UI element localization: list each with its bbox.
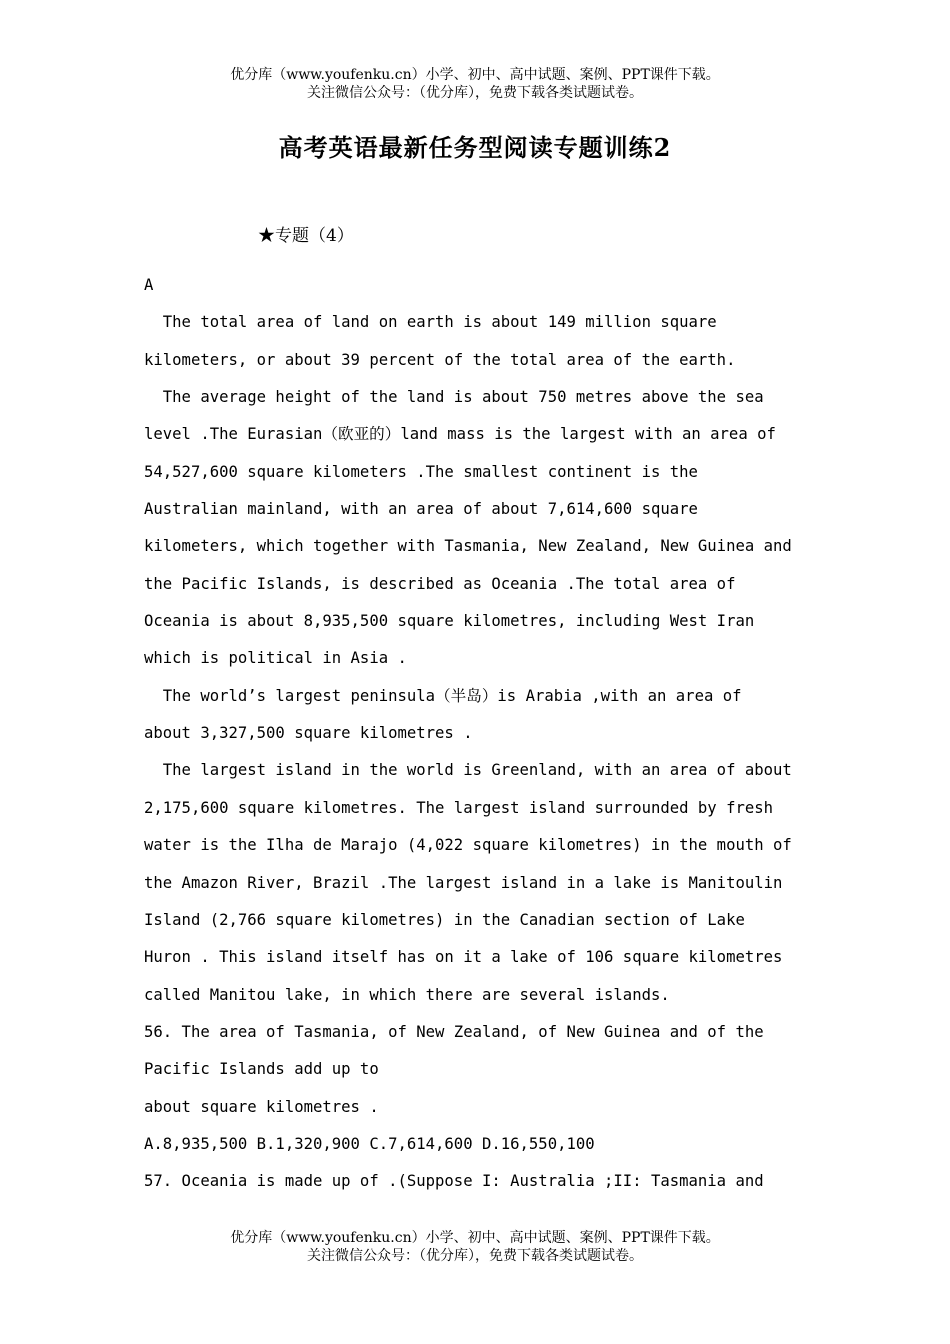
question-57: 57. Oceania is made up of .(Suppose I: Australia ;II: Tasmania and xyxy=(144,1172,764,1191)
text-line: 54,527,600 square kilometers .The smallest continent is the xyxy=(144,462,698,481)
text-line: which is political in Asia . xyxy=(144,649,407,668)
text-line: Oceania is about 8,935,500 square kilometres, including West Iran xyxy=(144,612,755,631)
text-line: level .The Eurasian（欧亚的）land mass is the largest with an area of xyxy=(144,425,776,444)
section-label: A xyxy=(144,276,154,294)
footer-line-2: 关注微信公众号：（优分库），免费下载各类试题试卷。 xyxy=(307,1248,643,1264)
topic-heading: ★专题（4） xyxy=(258,226,354,246)
text-line: The average height of the land is about 750 metres above the sea xyxy=(144,388,764,407)
header-line-2: 关注微信公众号：（优分库），免费下载各类试题试卷。 xyxy=(307,85,643,101)
question-line: Pacific Islands add up to xyxy=(144,1060,379,1079)
page-header xyxy=(0,66,950,102)
header-line-1: 优分库（www.youfenku.cn）小学、初中、高中试题、案例、PPT课件下载。 xyxy=(230,67,720,83)
text-line: Island (2,766 square kilometres) in the Canadian section of Lake xyxy=(144,910,745,929)
answer-options: A.8,935,500 B.1,320,900 C.7,614,600 D.16,550,100 xyxy=(144,1134,595,1153)
text-line: The world’s largest peninsula（半岛）is Arabia ,with an area of xyxy=(144,686,742,705)
question-line: about square kilometres . xyxy=(144,1097,379,1116)
text-line: the Amazon River, Brazil .The largest island in a lake is Manitoulin xyxy=(144,873,783,892)
text-line: Huron . This island itself has on it a lake of 106 square kilometres xyxy=(144,948,783,967)
question-56: 56. The area of Tasmania, of New Zealand, of New Guinea and of the xyxy=(144,1022,764,1041)
page-footer xyxy=(0,1229,950,1265)
passage-body xyxy=(144,267,844,1201)
text-line: called Manitou lake, in which there are several islands. xyxy=(144,985,670,1004)
text-line: kilometers, which together with Tasmania, New Zealand, New Guinea and xyxy=(144,537,792,556)
text-line: the Pacific Islands, is described as Oceania .The total area of xyxy=(144,574,736,593)
text-line: kilometers, or about 39 percent of the total area of the earth. xyxy=(144,350,736,369)
text-line: Australian mainland, with an area of about 7,614,600 square xyxy=(144,500,698,519)
text-line: about 3,327,500 square kilometres . xyxy=(144,724,473,743)
text-line: The largest island in the world is Greenland, with an area of about xyxy=(144,761,792,780)
text-line: water is the Ilha de Marajo (4,022 square kilometres) in the mouth of xyxy=(144,836,792,855)
text-line: 2,175,600 square kilometres. The largest island surrounded by fresh xyxy=(144,798,774,817)
text-line: The total area of land on earth is about 149 million square xyxy=(144,313,717,332)
footer-line-1: 优分库（www.youfenku.cn）小学、初中、高中试题、案例、PPT课件下载。 xyxy=(230,1230,720,1246)
document-title: 高考英语最新任务型阅读专题训练2 xyxy=(278,133,672,162)
